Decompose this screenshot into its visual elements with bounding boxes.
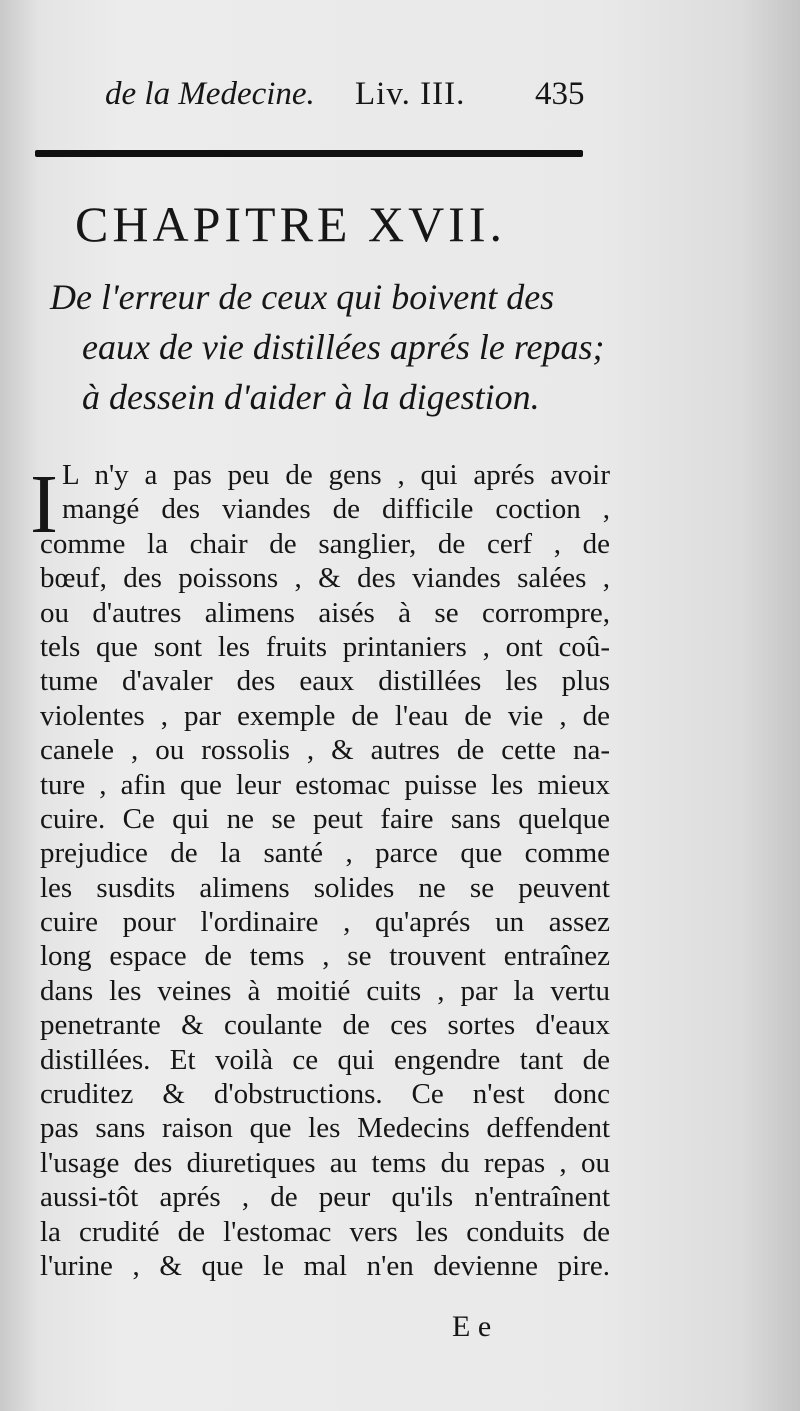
- text-line: L n'y a pas peu de gens , qui aprés avoir: [62, 459, 610, 491]
- text-line: la crudité de l'estomac vers les conduits de: [40, 1215, 610, 1248]
- header-rule: [35, 150, 583, 157]
- text-line: aussi-tôt aprés , de peur qu'ils n'entraînent: [40, 1181, 610, 1214]
- text-line: penetrante & coulante de ces sortes d'eaux: [40, 1009, 610, 1042]
- text-line: les susdits alimens solides ne se peuvent: [40, 871, 610, 904]
- text-line: long espace de tems , se trouvent entraînez: [40, 940, 610, 973]
- running-head-title: de la Medecine.: [105, 76, 315, 112]
- subtitle-line: De l'erreur de ceux qui boivent des: [50, 277, 555, 317]
- catchword: E e: [452, 1310, 492, 1343]
- text-line: bœuf, des poissons , & des viandes salées ,: [40, 562, 610, 595]
- chapter-title: CHAPITRE XVII.: [75, 196, 506, 252]
- subtitle-line: à dessein d'aider à la digestion.: [82, 377, 540, 417]
- text-line: ture , afin que leur estomac puisse les mieux: [40, 768, 610, 801]
- drop-cap: I: [30, 458, 58, 551]
- running-head: [105, 70, 625, 120]
- running-head-book: Liv. III.: [355, 76, 466, 112]
- text-line: canele , ou rossolis , & autres de cette na-: [40, 734, 610, 767]
- text-line: pas sans raison que les Medecins deffendent: [40, 1112, 610, 1145]
- text-line: l'usage des diuretiques au tems du repas , ou: [40, 1146, 610, 1179]
- page-number: 435: [535, 76, 585, 112]
- text-line: comme la chair de sanglier, de cerf , de: [40, 527, 610, 560]
- text-line: distillées. Et voilà ce qui engendre tant de: [40, 1043, 610, 1076]
- text-line: prejudice de la santé , parce que comme: [40, 837, 610, 870]
- text-line: l'urine , & que le mal n'en devienne pire.: [40, 1249, 610, 1282]
- subtitle-line: eaux de vie distillées aprés le repas;: [82, 327, 605, 367]
- text-line: tels que sont les fruits printaniers , ont coû-: [40, 630, 610, 663]
- text-line: ou d'autres alimens aisés à se corrompre,: [40, 596, 610, 629]
- chapter-subtitle: [50, 272, 630, 422]
- body-text: [40, 458, 610, 1283]
- text-line: cruditez & d'obstructions. Ce n'est donc: [40, 1078, 610, 1111]
- text-line: violentes , par exemple de l'eau de vie , de: [40, 699, 610, 732]
- text-line: cuire. Ce qui ne se peut faire sans quelque: [40, 802, 610, 835]
- text-line: mangé des viandes de difficile coction ,: [62, 493, 610, 526]
- text-line: tume d'avaler des eaux distillées les plus: [40, 665, 610, 698]
- text-line: cuire pour l'ordinaire , qu'aprés un assez: [40, 906, 610, 939]
- text-line: dans les veines à moitié cuits , par la vertu: [40, 974, 610, 1007]
